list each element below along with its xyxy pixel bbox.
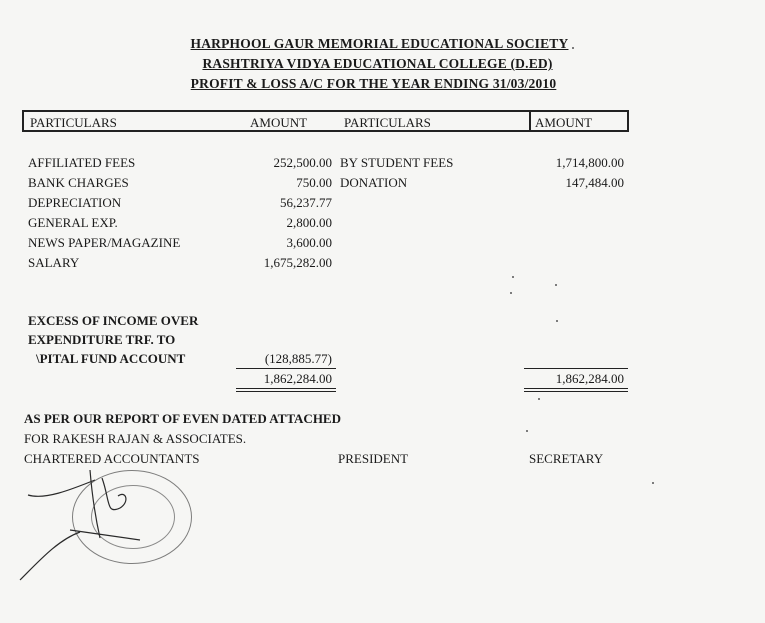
income-amount: 1,714,800.00 [555,155,624,170]
expense-label: NEWS PAPER/MAGAZINE [28,235,181,250]
speck [510,292,512,294]
column-header-row [22,110,629,132]
statement-title: PROFIT & LOSS A/C FOR THE YEAR ENDING 31/03/2010 [190,76,557,91]
total-rule-bottom-right [524,388,628,389]
right-amount-header: AMOUNT [535,115,593,130]
total-rule-top-right [524,368,628,369]
excess-amount: (128,885.77) [264,351,332,366]
speck [555,284,557,286]
income-label: DONATION [340,175,408,190]
total-rule-bottom-left-2 [236,391,336,392]
total-right: 1,862,284.00 [555,371,624,386]
expense-label: BANK CHARGES [28,175,129,190]
signature-mark [0,460,200,600]
speck [526,430,528,432]
excess-label-line1: EXCESS OF INCOME OVER [28,313,199,328]
expense-amount: 750.00 [296,175,332,190]
speck [512,276,514,278]
speck [652,482,654,484]
total-left: 1,862,284.00 [263,371,332,386]
expense-amount: 56,237.77 [280,195,332,210]
total-rule-bottom-right-2 [524,391,628,392]
speck [556,320,558,322]
society-title: HARPHOOL GAUR MEMORIAL EDUCATIONAL SOCIETY [190,36,569,51]
expense-label: DEPRECIATION [28,195,122,210]
firm-name: FOR RAKESH RAJAN & ASSOCIATES. [24,431,247,446]
expense-amount: 252,500.00 [273,155,332,170]
excess-label-line3: \PITAL FUND ACCOUNT [36,351,186,366]
right-particulars-header: PARTICULARS [344,115,431,130]
left-amount-header: AMOUNT [250,115,308,130]
chartered-accountants: CHARTERED ACCOUNTANTS [24,451,200,466]
college-title: RASHTRIYA VIDYA EDUCATIONAL COLLEGE (D.ED) [202,56,553,71]
expense-label: SALARY [28,255,80,270]
left-particulars-header: PARTICULARS [30,115,117,130]
secretary-signatory: SECRETARY [529,451,604,466]
total-rule-top-left [236,368,336,369]
expense-amount: 2,800.00 [286,215,332,230]
expense-label: GENERAL EXP. [28,215,118,230]
expense-label: AFFILIATED FEES [28,155,136,170]
total-rule-bottom-left [236,388,336,389]
expense-amount: 3,600.00 [286,235,332,250]
report-statement: AS PER OUR REPORT OF EVEN DATED ATTACHED [24,411,341,426]
speck [538,398,540,400]
speck [572,47,574,49]
column-divider [529,112,531,130]
income-label: BY STUDENT FEES [340,155,454,170]
income-amount: 147,484.00 [565,175,624,190]
excess-label-line2: EXPENDITURE TRF. TO [28,332,176,347]
president-signatory: PRESIDENT [338,451,409,466]
expense-amount: 1,675,282.00 [263,255,332,270]
